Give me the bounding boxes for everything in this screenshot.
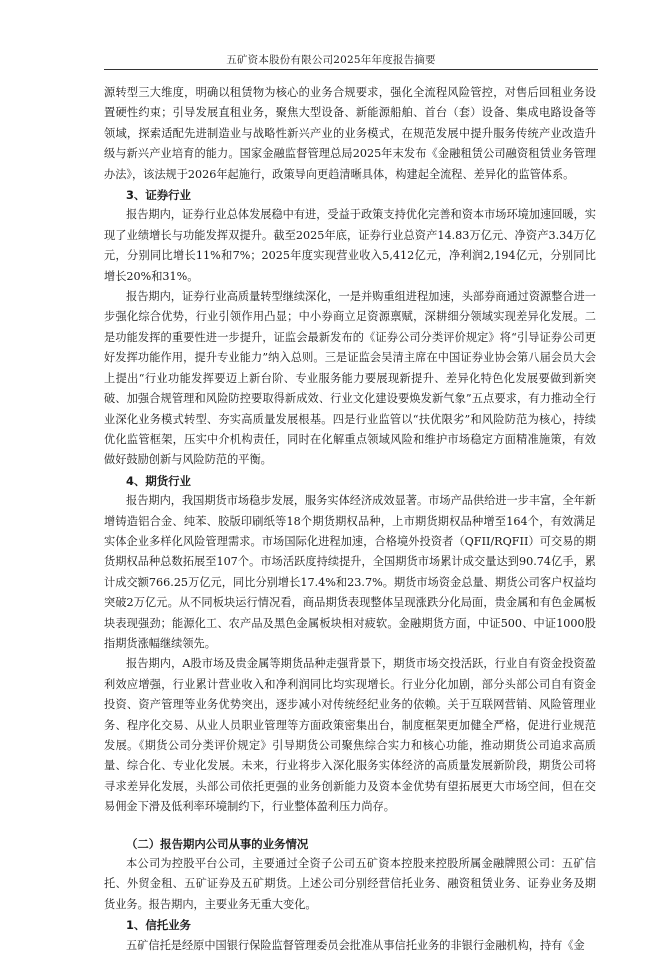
- report-body: [104, 83, 596, 956]
- paragraph-securities-transformation: 报告期内，证券行业高质量转型继续深化，一是并购重组进程加速，头部券商通过资源整合进一步强化综合优势，行业引领作用凸显；中小券商立足资源禀赋，深耕细分领域实现差异化发展。二是功能发挥的重要性进一步提升，证监会最新发布的《证券公司分类评价规定》将“引导证券公司更好发挥功能作用，提升专业能力”纳入总则。三是证监会吴清主席在中国证券业协会第八届会员大会上提出“行业功能发挥要迈上新台阶、专业服务能力要展现新提升、差异化特色化发展要做到新突破、加强合规管理和风险防控要取得新成效、行业文化建设要焕发新气象”五点要求，有力推动全行业深化业务模式转型、夯实高质量发展根基。四是行业监管以“扶优限劣”和风险防范为核心，持续优化监管框架，压实中介机构责任，同时在化解重点领域风险和维护市场稳定方面精准施策，有效做好鼓励创新与风险防范的平衡。: [104, 290, 596, 467]
- header-divider: [104, 69, 598, 70]
- paragraph-leasing-regulation: 源转型三大维度，明确以租赁物为核心的业务合规要求，强化全流程风险管控，对售后回租业务设置硬性约束；引导发展直租业务，聚焦大型设备、新能源船舶、首台（套）设备、集成电路设备等领域，探索适配先进制造业与战略性新兴产业的业务模式，在规范发展中提升服务传统产业改造升级与新兴产业培育的能力。国家金融监督管理总局2025年末发布《金融租赁公司融资租赁业务管理办法》，该法规于2026年起施行，政策导向更趋清晰具体，构建起全流程、差异化的监管体系。: [104, 86, 596, 181]
- heading-trust-business: 1、信托业务: [126, 918, 191, 933]
- paragraph-company-overview: 本公司为控股平台公司，主要通过全资子公司五矿资本控股来控股所属金融牌照公司：五矿信托、外贸金租、五矿证券及五矿期货。上述公司分别经营信托业务、融资租赁业务、证券业务及期货业务。报告期内，主要业务无重大变化。: [104, 857, 596, 911]
- running-header: 五矿资本股份有限公司2025年年度报告摘要: [226, 54, 436, 66]
- heading-securities-industry: 3、证券行业: [126, 188, 191, 203]
- paragraph-trust-intro: 五矿信托是经原中国银行保险监督管理委员会批准从事信托业务的非银行金融机构，持有《金: [126, 938, 585, 952]
- paragraph-futures-market: 报告期内，我国期货市场稳步发展，服务实体经济成效显著。市场产品供给进一步丰富，全年新增铸造铝合金、纯苯、胶版印刷纸等18个期货期权品种，上市期货期权品种增至164个，有效满足实体企业多样化风险管理需求。市场国际化进程加速，合格境外投资者（QFII/RQFII）可交易的期货期权品种总数拓展至107个。市场活跃度持续提升，全国期货市场累计成交量达到90.74亿手，累计成交额766.25万亿元，同比分别增长17.4%和23.7%。期货市场资金总量、期货公司客户权益均突破2万亿元。从不同板块运行情况看，商品期货表现整体呈现涨跌分化局面，贵金属和有色金属板块表现强劲；能源化工、农产品及黑色金属板块相对疲软。金融期货方面，中证500、中证1000股指期货涨幅继续领先。: [104, 494, 596, 650]
- section-spacer: [104, 818, 596, 834]
- heading-company-business: （二）报告期内公司从事的业务情况: [126, 836, 309, 851]
- paragraph-securities-performance: 报告期内，证券行业总体发展稳中有进，受益于政策支持优化完善和资本市场环境加速回暖，实现了业绩增长与功能发挥双提升。截至2025年底，证券行业总资产14.83万亿元、净资产3.34万亿元，分别同比增长11%和7%；2025年度实现营业收入5,412亿元，净利润2,194亿元，分别同比增长20%和31%。: [104, 208, 596, 283]
- heading-futures-industry: 4、期货行业: [126, 473, 191, 488]
- paragraph-futures-companies: 报告期内，A股市场及贵金属等期货品种走强背景下，期货市场交投活跃，行业自有资金投资盈利效应增强，行业累计营业收入和净利润同比均实现增长。行业分化加剧，部分头部公司自有资金投资、资产管理等业务优势突出，逐步减小对传统经纪业务的依赖。关于互联网营销、风险管理业务、程序化交易、从业人员职业管理等方面政策密集出台，制度框架更加健全严格，促进行业规范发展。《期货公司分类评价规定》引导期货公司聚焦综合实力和核心功能，推动期货公司追求高质量、综合化、专业化发展。未来，行业将步入深化服务实体经济的高质量发展新阶段，期货公司将寻求差异化发展，头部公司依托更强的业务创新能力及资本金优势有望拓展更大市场空间，但在交易佣金下滑及低利率环境制约下，行业整体盈利压力尚存。: [104, 657, 596, 814]
